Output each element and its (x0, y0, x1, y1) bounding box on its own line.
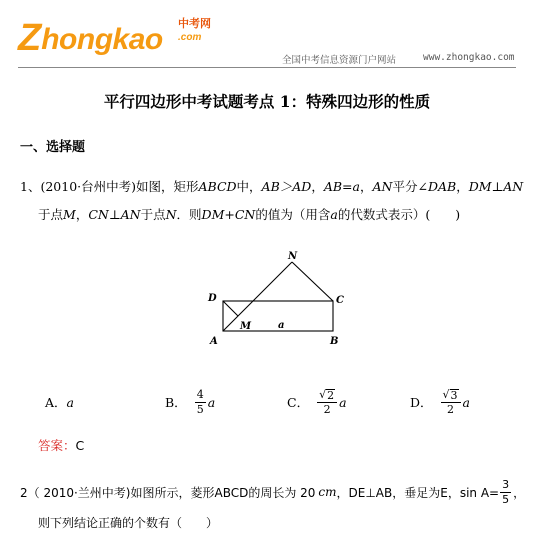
site-url[interactable]: www.zhongkao.com (423, 52, 515, 63)
logo-subtext (178, 18, 238, 44)
answer-label: 答案： (38, 438, 76, 453)
logo-domain-suffix: .com (178, 32, 202, 43)
segment-c-n (292, 262, 333, 301)
choice-a-value: a (66, 394, 74, 410)
label-a-side: a (278, 320, 285, 331)
label-c: C (336, 295, 344, 306)
question1-line2: 于点M，CN⊥AN于点N．则DM+CN的值为（用含a的代数式表示）( ) (38, 207, 461, 222)
segment-d-m (223, 301, 238, 316)
label-a: A (210, 336, 218, 347)
choice-c-label: C． (287, 395, 310, 410)
document-title: 平行四边形中考试题考点 1：特殊四边形的性质 (103, 92, 431, 111)
choice-b-variable: a (207, 394, 216, 410)
site-header (0, 0, 534, 70)
choice-d[interactable] (410, 382, 470, 422)
choice-d-label: D． (410, 395, 433, 410)
choice-b-fraction: $\frac{4}{5}$ (196, 387, 204, 416)
choice-c-fraction: √ 2 2 (317, 389, 337, 416)
choice-a-label: A． (45, 395, 67, 410)
choice-b[interactable] (165, 382, 215, 422)
rectangle-figure (200, 245, 350, 350)
site-slogan: 全国中考信息资源门户网站 (282, 55, 397, 66)
logo-initial: Z (18, 17, 42, 59)
answer-value: C (75, 438, 85, 453)
label-b: B (330, 336, 339, 347)
label-m: M (240, 321, 252, 332)
question2-line1: 2（ 2010·兰州中考)如图所示，菱形ABCD的周长为 20 cm ，DE⊥AB，垂足为E，sin A= $\frac{3}{5}$ ， (20, 477, 526, 506)
choice-a[interactable] (45, 382, 74, 422)
section-heading: 一、选择题 (20, 140, 86, 155)
choice-b-label: B． (165, 395, 187, 410)
choice-d-fraction: √ 3 2 (441, 389, 461, 416)
label-d: D (208, 293, 217, 304)
choice-c-variable: a (339, 394, 347, 410)
question2-sin-fraction: $\frac{3}{5}$ (502, 477, 510, 506)
logo-chinese-name: 中考网 (178, 17, 211, 30)
question2-line2: 则下列结论正确的个数有（ ） (38, 516, 219, 530)
answer-line (38, 436, 84, 454)
logo-wordmark: hongkao (41, 23, 163, 56)
label-n: N (288, 251, 298, 262)
choice-c[interactable] (287, 382, 347, 422)
zhongkao-logo[interactable] (18, 14, 163, 58)
question1-line1: 1、(2010·台州中考)如图，矩形ABCD中，AB＞AD，AB=a，AN平分∠DAB，DM⊥AN (20, 179, 524, 194)
header-divider (18, 67, 516, 68)
choice-d-variable: a (462, 394, 470, 410)
